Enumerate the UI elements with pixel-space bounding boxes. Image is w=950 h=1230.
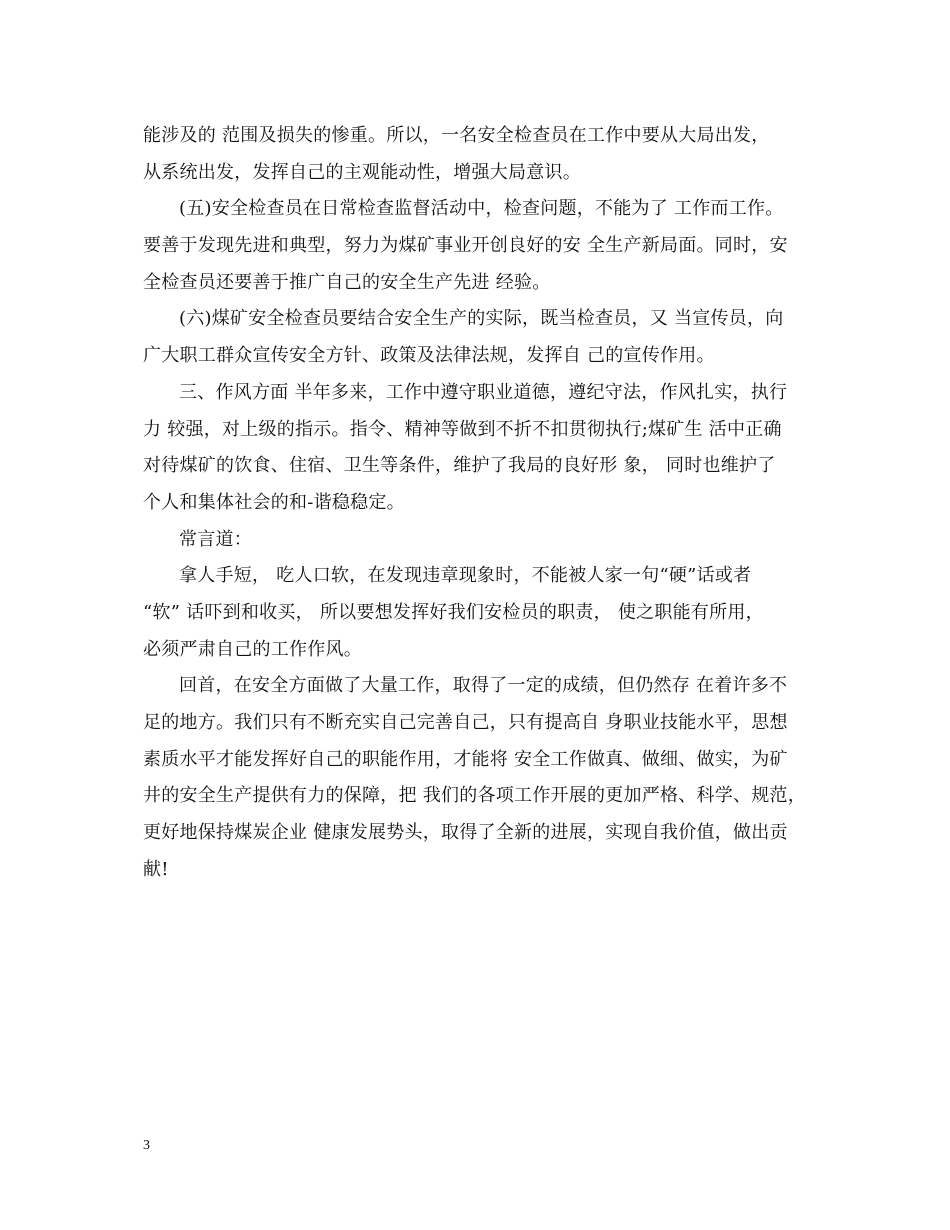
work-style-line-2: 力 较强，对上级的指示。指令、精神等做到不折不扣贯彻执行;煤矿生 活中正确 — [143, 418, 782, 440]
review-line-1: 回首，在安全方面做了大量工作，取得了一定的成绩，但仍然存 在着许多不 — [179, 675, 788, 697]
paragraph-five-line-1: (五)安全检查员在日常检查监督活动中，检查问题，不能为了 工作而工作。 — [179, 198, 784, 220]
body-line-1: 能涉及的 范围及损失的惨重。所以，一名安全检查员在工作中要从大局出发， — [143, 125, 770, 146]
saying-line-3: 必须严肃自己的工作作风。 — [143, 638, 362, 660]
work-style-line-1: 三、作风方面 半年多来，工作中遵守职业道德，遵纪守法，作风扎实，执行 — [179, 381, 788, 403]
page-number: 3 — [143, 1138, 150, 1153]
work-style-line-4: 个人和集体社会的和-谐稳稳定。 — [143, 491, 405, 513]
review-line-2: 足的地方。我们只有不断充实自己完善自己，只有提高自 身职业技能水平，思想 — [143, 712, 788, 733]
review-line-4: 井的安全生产提供有力的保障，把 我们的各项工作开展的更加严格、科学、规范， — [143, 785, 806, 807]
paragraph-six-line-1: (六)煤矿安全检查员要结合安全生产的实际，既当检查员，又 当宣传员，向 — [179, 308, 784, 330]
review-line-5: 更好地保持煤炭企业 健康发展势头，取得了全新的进展，实现自我价值，做出贡 — [143, 822, 788, 844]
body-line-2: 从系统出发，发挥自己的主观能动性，增强大局意识。 — [143, 161, 581, 183]
paragraph-five-line-3: 全检查员还要善于推广自己的安全生产先进 经验。 — [143, 271, 551, 293]
paragraph-five-line-2: 要善于发现先进和典型，努力为煤矿事业开创良好的安 全生产新局面。同时，安 — [143, 235, 788, 257]
review-line-6: 献! — [143, 858, 169, 880]
paragraph-six-line-2: 广大职工群众宣传安全方针、政策及法律法规，发挥自 己的宣传作用。 — [143, 345, 715, 367]
saying-heading: 常言道： — [179, 528, 252, 550]
work-style-line-3: 对待煤矿的饮食、住宿、卫生等条件，维护了我局的良好形 象， 同时也维护了 — [143, 455, 776, 477]
saying-line-2: “软” 话吓到和收买， 所以要想发挥好我们安检员的职责， 使之职能有所用， — [143, 601, 764, 623]
review-line-3: 素质水平才能发挥好自己的职能作用，才能将 安全工作做真、做细、做实，为矿 — [143, 748, 788, 770]
document-body — [143, 118, 823, 888]
saying-line-1: 拿人手短， 吃人口软，在发现违章现象时，不能被人家一句“硬”话或者 — [179, 565, 752, 587]
